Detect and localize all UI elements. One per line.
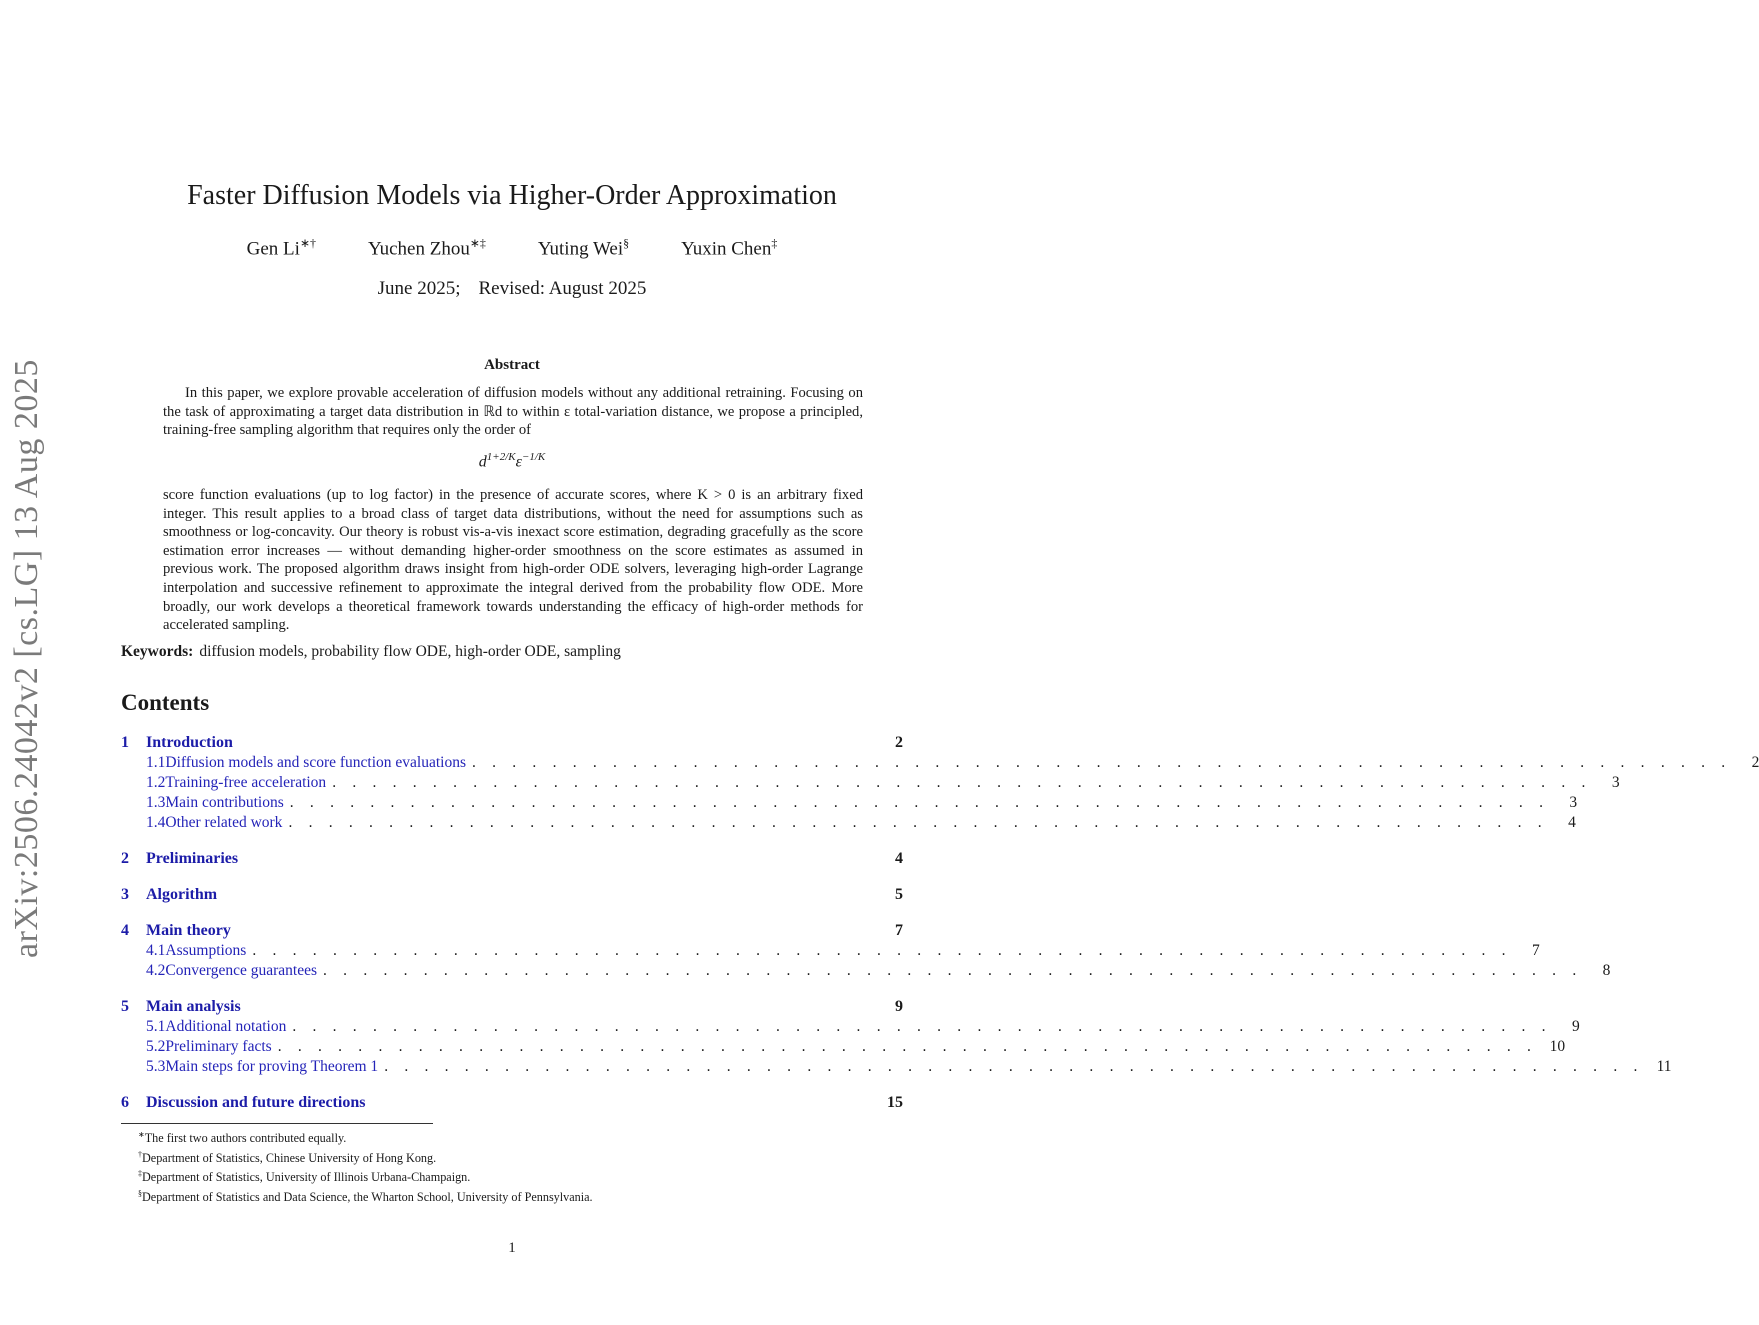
toc-leader: . . . . . . . . . . . . . . . . . . . . . . . . . . . . . . . . . . . . . . . . . . . . . . . . . . . . . . . . . . . . . . .: [288, 814, 1548, 831]
toc-section-link[interactable]: 6 Discussion and future directions 15: [121, 1094, 903, 1111]
toc-subsection-link[interactable]: 1.1 Diffusion models and score function evaluations . . . . . . . . . . . . . . . . . . . . . . . . . . . . . . . . . . . . . . . . . . . . . . . . . . . . . . . . . . . . . . . 2: [146, 754, 1759, 771]
abstract-heading: Abstract: [484, 357, 540, 373]
toc-leader: . . . . . . . . . . . . . . . . . . . . . . . . . . . . . . . . . . . . . . . . . . . . . . . . . . . . . . . . . . . . . . .: [292, 1018, 1552, 1035]
toc-subsection-link[interactable]: 4.2 Convergence guarantees . . . . . . . . . . . . . . . . . . . . . . . . . . . . . . . . . . . . . . . . . . . . . . . . . . . . . . . . . . . . . . . 8: [146, 962, 1611, 979]
toc-subsection-link[interactable]: 1.4 Other related work . . . . . . . . . . . . . . . . . . . . . . . . . . . . . . . . . . . . . . . . . . . . . . . . . . . . . . . . . . . . . . . 4: [146, 814, 1576, 831]
toc-section-link[interactable]: 1 Introduction 2: [121, 734, 903, 751]
footnote: ∗The first two authors contributed equally.: [138, 1130, 347, 1146]
toc-section-link[interactable]: 4 Main theory 7: [121, 922, 903, 939]
toc-subsection-link[interactable]: 1.3 Main contributions . . . . . . . . . . . . . . . . . . . . . . . . . . . . . . . . . . . . . . . . . . . . . . . . . . . . . . . . . . . . . . . 3: [146, 794, 1578, 811]
footnote-rule: [121, 1123, 433, 1124]
footnote: ‡Department of Statistics, University of Illinois Urbana-Champaign.: [138, 1169, 471, 1185]
author: Yuxin Chen‡: [681, 236, 778, 260]
abstract-paragraph: In this paper, we explore provable acceleration of diffusion models without any additional retraining. Focusing on the task of approximating a target data distribution in ℝd to within ε total-variation distance, we propose a principled, training-free sampling algorithm that requires only the order of: [163, 385, 863, 439]
toc-leader: . . . . . . . . . . . . . . . . . . . . . . . . . . . . . . . . . . . . . . . . . . . . . . . . . . . . . . . . . . . . . . .: [289, 794, 1550, 811]
footnotes: [138, 1127, 593, 1205]
author: Gen Li∗†: [246, 236, 316, 260]
toc-subsection-link[interactable]: 5.2 Preliminary facts . . . . . . . . . . . . . . . . . . . . . . . . . . . . . . . . . . . . . . . . . . . . . . . . . . . . . . . . . . . . . . . 10: [146, 1038, 1566, 1055]
complexity-formula: $d^{1+2/K}\varepsilon^{-1/K}$: [478, 451, 546, 471]
paper-title: Faster Diffusion Models via Higher-Order Approximation: [187, 180, 837, 211]
toc-section-link[interactable]: 2 Preliminaries 4: [121, 850, 903, 867]
toc-leader: . . . . . . . . . . . . . . . . . . . . . . . . . . . . . . . . . . . . . . . . . . . . . . . . . . . . . . . . . . . . . . .: [471, 754, 1732, 771]
contents-heading: Contents: [121, 690, 210, 715]
keywords: Keywords: diffusion models, probability flow ODE, high-order ODE, sampling: [121, 643, 621, 660]
toc-leader: . . . . . . . . . . . . . . . . . . . . . . . . . . . . . . . . . . . . . . . . . . . . . . . . . . . . . . . . . . . . . . .: [384, 1058, 1644, 1075]
toc-leader: . . . . . . . . . . . . . . . . . . . . . . . . . . . . . . . . . . . . . . . . . . . . . . . . . . . . . . . . . . . . . . .: [332, 774, 1592, 791]
arxiv-identifier: arXiv:2506.24042v2 [cs.LG] 13 Aug 2025: [8, 359, 45, 958]
toc-leader: . . . . . . . . . . . . . . . . . . . . . . . . . . . . . . . . . . . . . . . . . . . . . . . . . . . . . . . . . . . . . . .: [323, 962, 1583, 979]
toc-leader: . . . . . . . . . . . . . . . . . . . . . . . . . . . . . . . . . . . . . . . . . . . . . . . . . . . . . . . . . . . . . . .: [252, 942, 1512, 959]
toc-section-link[interactable]: 3 Algorithm 5: [121, 886, 903, 903]
toc-subsection-link[interactable]: 5.3 Main steps for proving Theorem 1 . . . . . . . . . . . . . . . . . . . . . . . . . . . . . . . . . . . . . . . . . . . . . . . . . . . . . . . . . . . . . . . 11: [146, 1058, 1672, 1075]
toc-subsection-link[interactable]: 5.1 Additional notation . . . . . . . . . . . . . . . . . . . . . . . . . . . . . . . . . . . . . . . . . . . . . . . . . . . . . . . . . . . . . . . 9: [146, 1018, 1580, 1035]
table-of-contents: [121, 734, 1759, 1114]
toc-section-link[interactable]: 5 Main analysis 9: [121, 998, 903, 1015]
author: Yuchen Zhou∗‡: [368, 236, 486, 260]
toc-subsection-link[interactable]: 4.1 Assumptions . . . . . . . . . . . . . . . . . . . . . . . . . . . . . . . . . . . . . . . . . . . . . . . . . . . . . . . . . . . . . . . 7: [146, 942, 1540, 959]
publication-dates: June 2025; Revised: August 2025: [377, 278, 647, 299]
toc-leader: . . . . . . . . . . . . . . . . . . . . . . . . . . . . . . . . . . . . . . . . . . . . . . . . . . . . . . . . . . . . . . .: [277, 1038, 1538, 1055]
author-list: [0, 236, 1024, 260]
footnote: §Department of Statistics and Data Science, the Wharton School, University of Pennsylvania.: [138, 1188, 593, 1204]
footnote: †Department of Statistics, Chinese University of Hong Kong.: [138, 1149, 437, 1165]
page-number: 1: [508, 1240, 516, 1256]
toc-subsection-link[interactable]: 1.2 Training-free acceleration . . . . . . . . . . . . . . . . . . . . . . . . . . . . . . . . . . . . . . . . . . . . . . . . . . . . . . . . . . . . . . . 3: [146, 774, 1620, 791]
abstract-paragraph: score function evaluations (up to log factor) in the presence of accurate scores, where K > 0 is an arbitrary fixed integer. This result applies to a broad class of target data distributions, without the need for assumptions such as smoothness or log-concavity. Our theory is robust vis-a-vis inexact score estimation, degrading gracefully as the score estimation error increases — without demanding higher-order smoothness on the score estimates as assumed in previous work. The proposed algorithm draws insight from high-order ODE solvers, leveraging high-order Lagrange interpolation and successive refinement to approximate the integral derived from the probability flow ODE. More broadly, our work develops a theoretical framework towards understanding the efficacy of high-order methods for accelerated sampling.: [163, 487, 863, 634]
author: Yuting Wei§: [537, 236, 630, 260]
